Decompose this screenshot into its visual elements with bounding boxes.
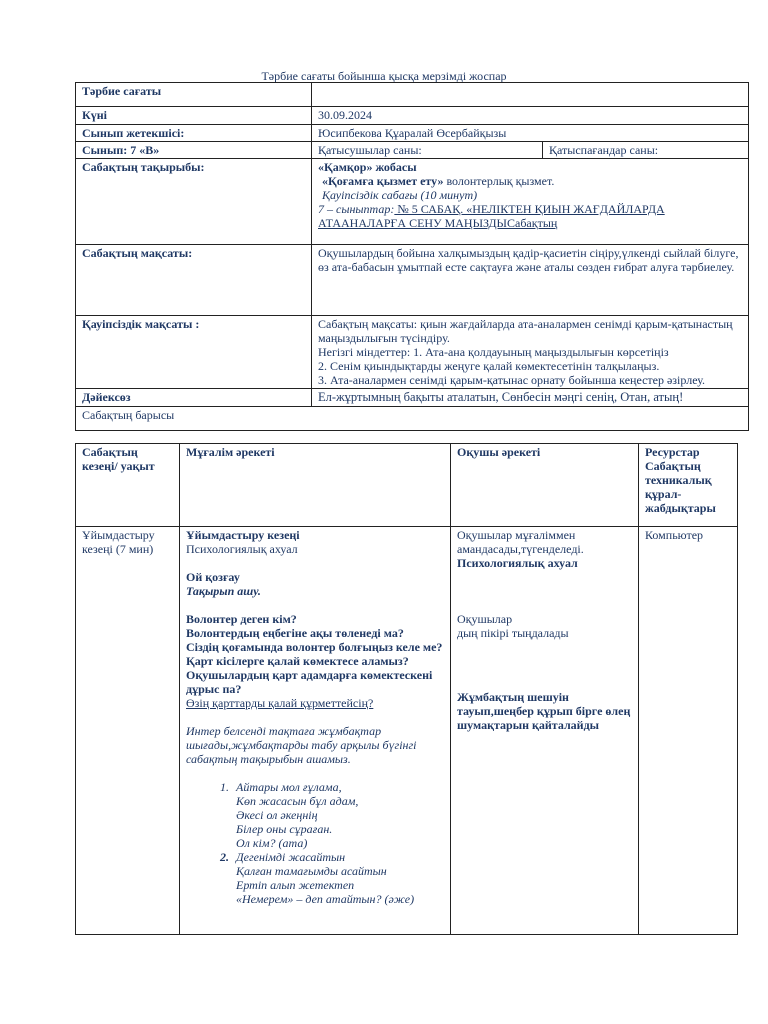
teacher-question: Оқушылардың қарт адамдарға көмектескені дұрыс па? <box>186 668 433 696</box>
topic-label: Сабақтың тақырыбы: <box>76 159 312 245</box>
riddle-1 <box>232 780 444 850</box>
riddle-line: Ертіп алып жетектеп <box>236 878 355 892</box>
goal-value: Оқушылардың бойына халқымыздың қадір-қасиетін сіңіру,үлкенді сыйлай білуге, өз ата-бабасын ұмытпай есте сақтауға және аталы сөзден ғибрат алуға тәрбиелеу. <box>312 245 749 316</box>
row-title: Тәрбие сағаты <box>76 83 312 107</box>
row-title-value <box>312 83 749 107</box>
riddle-line: Дегенімді жасайтын <box>236 850 346 864</box>
teacher-respect-question: Өзің қарттарды қалай құрметтейсің? <box>186 696 374 710</box>
teacher-question: Волонтер деген кім? <box>186 612 297 626</box>
date-value: 30.09.2024 <box>312 107 749 125</box>
progress-label: Сабақтың барысы <box>76 407 749 431</box>
teacher-warmup: Ой қозғау <box>186 570 240 584</box>
goal-label: Сабақтың мақсаты: <box>76 245 312 316</box>
riddle-line: Білер оны сұраған. <box>236 822 333 836</box>
page-title: Тәрбие сағаты бойынша қысқа мерзімді жоспар <box>261 69 507 83</box>
safety-line: Негізгі міндеттер: 1. Ата-ана қолдауының маңыздылығын көрсетіңіз <box>318 345 669 359</box>
riddle-line: Көп жасасын бұл адам, <box>236 794 359 808</box>
student-line4: дың пікірі тыңдалады <box>457 626 569 640</box>
lesson-table <box>75 443 738 935</box>
safety-label: Қауіпсіздік мақсаты : <box>76 316 312 389</box>
topic-line3: Қауіпсіздік сабағы (10 минут) <box>322 188 478 202</box>
topic-value <box>312 159 749 245</box>
teacher-value: Юсипбекова Құаралай Өсербайқызы <box>312 125 749 142</box>
absent-label: Қатыспағандар саны: <box>543 142 749 159</box>
safety-line: 2. Сенім қиындықтарды жеңуге қалай көмектесетінін талқылаңыз. <box>318 359 660 373</box>
safety-line: 3. Ата-аналармен сенімді қарым-қатынас орнату бойынша кеңестер әзірлеу. <box>318 373 706 387</box>
riddle-line: Айтары мол ғұлама, <box>236 780 342 794</box>
stage-cell: Ұйымдастыру кезеңі (7 мин) <box>76 527 180 935</box>
topic-line4-underlined: № 5 САБАҚ. «НЕЛІКТЕН ҚИЫН ЖАҒДАЙЛАРДА АТААНАЛАРҒА СЕНУ МАҢЫЗДЫСабақтың <box>318 202 665 230</box>
student-cell <box>451 527 639 935</box>
header-stage: Сабақтың кезеңі/ уақыт <box>76 444 180 527</box>
resources-cell: Компьютер <box>639 527 738 935</box>
student-line2: Психологиялық ахуал <box>457 556 578 570</box>
header-student: Оқушы әрекеті <box>451 444 639 527</box>
teacher-cell <box>180 527 451 935</box>
student-line5: Жұмбақтың шешуін тауып,шеңбер құрып бірге өлең шумақтарын қайталайды <box>457 690 631 732</box>
topic-line2-bold: «Қоғамға қызмет ету» <box>322 174 444 188</box>
header-resources: Ресурстар Сабақтың техникалық құрал-жабдықтары <box>639 444 738 527</box>
teacher-psych: Психологиялық ахуал <box>186 542 298 556</box>
topic-line2-rest: волонтерлық қызмет. <box>443 174 555 188</box>
present-label: Қатысушылар саны: <box>312 142 543 159</box>
student-line1: Оқушылар мұғаліммен амандасады,түгенделеді. <box>457 528 584 556</box>
riddle-line: Әкесі ол әкеңнің <box>236 808 318 822</box>
student-line3: Оқушылар <box>457 612 513 626</box>
teacher-question: Сіздің қоғамында волонтер болғыңыз келе ме? <box>186 640 443 654</box>
motto-label: Дәйексөз <box>76 389 312 407</box>
teacher-board-note: Интер белсенді тақтаға жұмбақтар шығады,жұмбақтарды табу арқылы бүгінгі сабақтың тақырыбын ашамыз. <box>186 724 417 766</box>
riddle-list <box>186 780 444 906</box>
plan-table <box>75 82 749 431</box>
teacher-question: Волонтердың еңбегіне ақы төленеді ма? <box>186 626 404 640</box>
safety-value <box>312 316 749 389</box>
safety-line: Сабақтың мақсаты: қиын жағдайларда ата-аналармен сенімді қарым-қатынастың маңыздылығын түсіндіру. <box>318 317 733 345</box>
teacher-question: Қарт кісілерге қалай көмектесе аламыз? <box>186 654 409 668</box>
motto-value: Ел-жұртымның бақыты аталатын, Сөнбесін мәңгі сенің, Отан, атың! <box>312 389 749 407</box>
riddle-line: Ол кім? (ата) <box>236 836 308 850</box>
topic-line4-italic: 7 – сыныптар: <box>318 202 395 216</box>
teacher-heading: Ұйымдастыру кезеңі <box>186 528 300 542</box>
class-label: Сынып: 7 «В» <box>76 142 312 159</box>
riddle-2 <box>232 850 444 906</box>
teacher-open-topic: Тақырып ашу. <box>186 584 261 598</box>
topic-line1: «Қамқор» жобасы <box>318 160 417 174</box>
riddle-line: Қалған тамағымды асайтын <box>236 864 387 878</box>
riddle-line: «Немерем» – деп атайтын? (әже) <box>236 892 415 906</box>
teacher-label: Сынып жетекшісі: <box>76 125 312 142</box>
header-teacher: Мұғалім әрекеті <box>180 444 451 527</box>
date-label: Күні <box>76 107 312 125</box>
